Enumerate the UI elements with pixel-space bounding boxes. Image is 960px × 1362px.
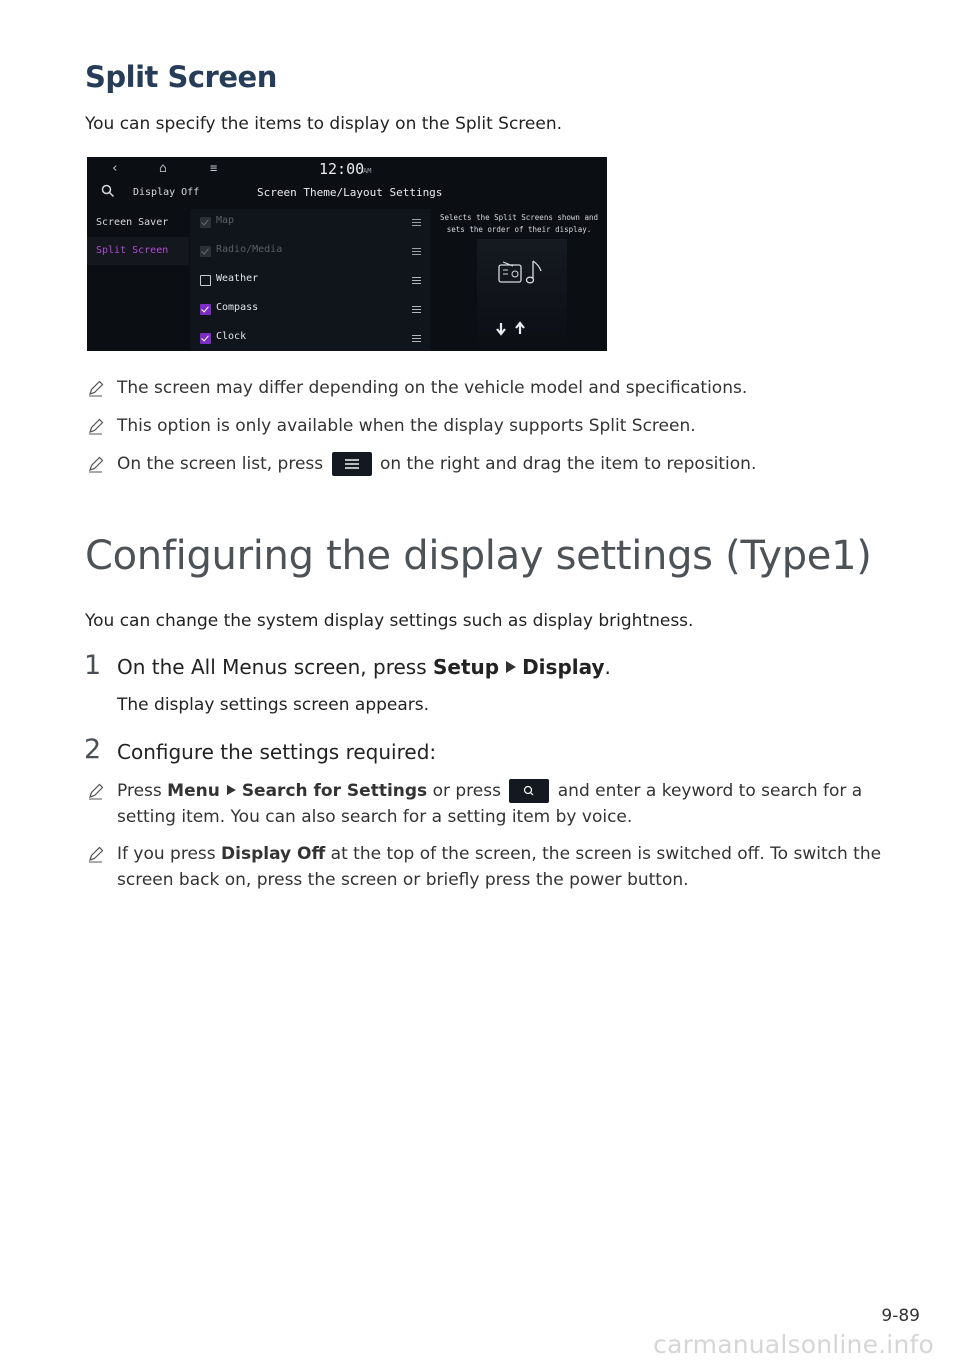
- list-item-label: Compass: [216, 302, 259, 313]
- list-item[interactable]: [190, 296, 430, 325]
- intro-text: You can change the system display settings such as display brightness.: [85, 611, 694, 631]
- search-settings-label: Search for Settings: [241, 781, 428, 801]
- watermark: carmanualsonline.info: [653, 1330, 934, 1359]
- checkbox[interactable]: [200, 217, 211, 228]
- note-text-after: on the right and drag the item to reposition.: [379, 454, 757, 474]
- search-icon[interactable]: [101, 184, 115, 198]
- section-title: Split Screen: [85, 60, 277, 94]
- list-item[interactable]: [190, 325, 430, 351]
- note-text: This option is only available when the display supports Split Screen.: [117, 416, 696, 436]
- display-label: Display: [522, 655, 605, 679]
- drag-handle-icon[interactable]: [412, 306, 421, 313]
- step-suffix: .: [604, 655, 611, 679]
- step-number: 2: [84, 734, 102, 765]
- sidebar-item-split-screen[interactable]: Split Screen: [87, 237, 189, 265]
- list-item[interactable]: [190, 238, 430, 267]
- pencil-note-icon: [87, 379, 105, 397]
- checkbox[interactable]: [200, 246, 211, 257]
- display-off-label: Display Off: [221, 844, 326, 864]
- arrow-icon: [227, 785, 236, 795]
- note-text: If you press Display Off at the top of the screen, the screen is switched off. To switch the: [117, 844, 882, 864]
- home-icon[interactable]: ⌂: [159, 161, 167, 176]
- screen-title: Screen Theme/Layout Settings: [257, 186, 443, 199]
- setup-label: Setup: [432, 655, 500, 679]
- split-screen-item-list: [190, 209, 430, 351]
- pencil-note-icon: [87, 455, 105, 473]
- search-button-icon: [509, 779, 549, 803]
- arrow-icon: [506, 661, 516, 673]
- arrow-up-icon: [516, 323, 524, 334]
- note-text-before: On the screen list, press: [117, 454, 324, 474]
- pencil-note-icon: [87, 845, 105, 863]
- info-text: Selects the Split Screens shown and sets the order of their display.: [439, 213, 599, 234]
- step-text: [117, 655, 611, 679]
- menu-button-icon: [332, 452, 372, 476]
- settings-sidebar: [87, 209, 185, 351]
- split-screen-settings-screenshot: [87, 157, 607, 351]
- menu-icon[interactable]: ≡: [210, 161, 218, 175]
- menu-label: Menu: [167, 781, 220, 801]
- note-text: [117, 451, 756, 477]
- back-icon[interactable]: ‹: [111, 161, 119, 176]
- note-text: The screen may differ depending on the vehicle model and specifications.: [117, 378, 748, 398]
- main-heading: Configuring the display settings (Type1): [85, 533, 872, 579]
- arrow-down-icon: [497, 323, 505, 334]
- checkbox[interactable]: [200, 275, 211, 286]
- note-text-line2: screen back on, press the screen or briefly press the power button.: [117, 870, 689, 890]
- drag-handle-icon[interactable]: [412, 277, 421, 284]
- step-result: The display settings screen appears.: [117, 695, 430, 715]
- checkbox[interactable]: [200, 304, 211, 315]
- page-number: 9-89: [881, 1306, 920, 1326]
- drag-handle-icon[interactable]: [412, 219, 421, 226]
- drag-handle-icon[interactable]: [412, 335, 421, 342]
- split-screen-illustration: [477, 239, 567, 351]
- step-text: Configure the settings required:: [117, 740, 437, 764]
- note-text: Press Menu Search for Settings or press and enter a keyword to search for a: [117, 781, 863, 801]
- step-prefix: On the All Menus screen, press: [117, 655, 427, 679]
- pencil-note-icon: [87, 417, 105, 435]
- list-item-label: Map: [216, 215, 235, 226]
- pencil-note-icon: [87, 782, 105, 800]
- list-item[interactable]: [190, 209, 430, 238]
- list-item-label: Radio/Media: [216, 244, 283, 255]
- checkbox[interactable]: [200, 333, 211, 344]
- list-item[interactable]: [190, 267, 430, 296]
- section-description: You can specify the items to display on the Split Screen.: [85, 114, 563, 134]
- drag-handle-icon[interactable]: [412, 248, 421, 255]
- display-off-button[interactable]: Display Off: [133, 187, 200, 198]
- sidebar-item-screen-saver[interactable]: Screen Saver: [96, 217, 169, 228]
- note-text-line2: setting item. You can also search for a setting item by voice.: [117, 807, 633, 827]
- step-number: 1: [84, 650, 102, 681]
- list-item-label: Weather: [216, 273, 259, 284]
- clock-time: 12:00: [319, 160, 365, 178]
- clock-ampm: AM: [363, 167, 372, 175]
- list-item-label: Clock: [216, 331, 247, 342]
